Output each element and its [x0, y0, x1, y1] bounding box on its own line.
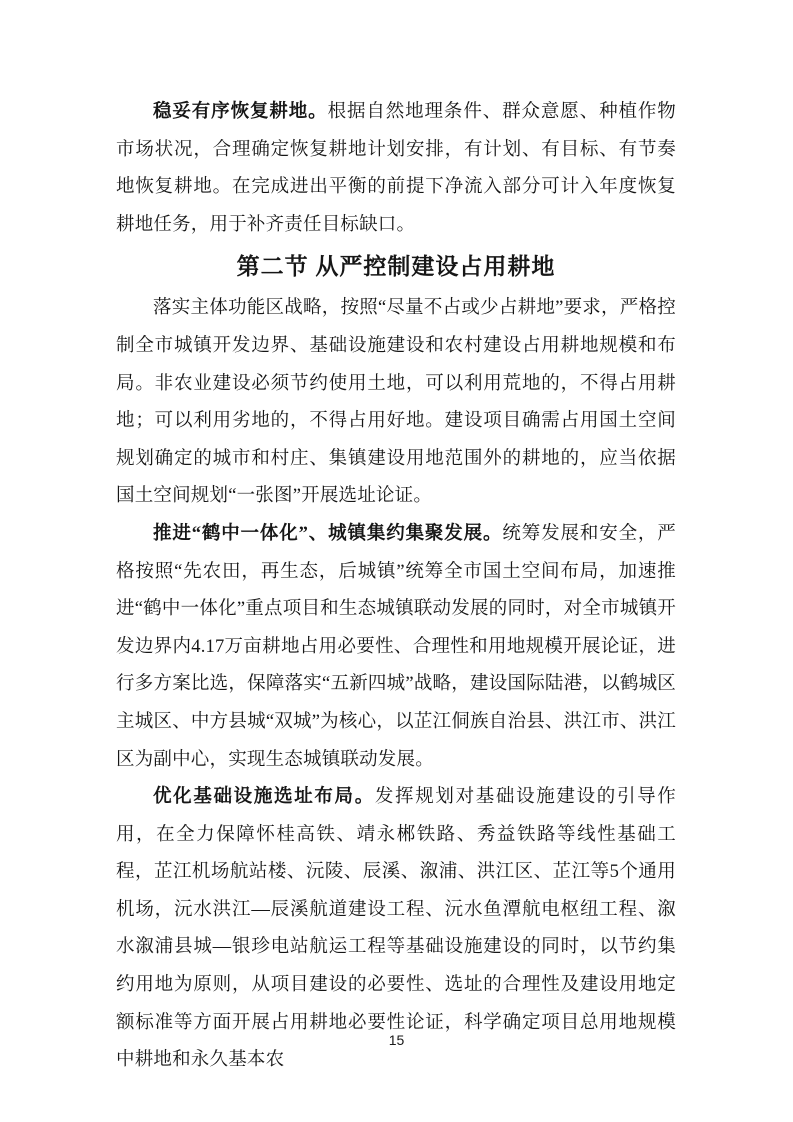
document-content	[116, 94, 676, 1080]
section-heading: 第二节 从严控制建设占用耕地	[236, 254, 556, 280]
paragraph-body: 统筹发展和安全，严格按照“先农田，再生态，后城镇”统筹全市国土空间布局，加速推进“鹤中一体化”重点项目和生态城镇联动发展的同时，对全市城镇开发边界内4.17万亩耕地占用必要性、合理性和用地规模开展论证，进行多方案比选，保障落实“五新四城”战略，建设国际陆港，以鹤城区主城区、中方县城“双城”为核心，以芷江侗族自治县、洪江市、洪江区为副中心，实现生态城镇联动发展。	[116, 523, 676, 770]
paragraph-body: 落实主体功能区战略，按照“尽量不占或少占耕地”要求，严格控制全市城镇开发边界、基础设施建设和农村建设占用耕地规模和布局。非农业建设必须节约使用土地，可以利用荒地的，不得占用耕地；可以利用劣地的，不得占用好地。建设项目确需占用国土空间规划确定的城市和村庄、集镇建设用地范围外的耕地的，应当依据国土空间规划“一张图”开展选址论证。	[116, 298, 676, 507]
paragraph-recover-farmland	[116, 94, 676, 244]
paragraph-hezhong-integration	[116, 516, 676, 779]
paragraph-body: 发挥规划对基础设施建设的引导作用，在全力保障怀桂高铁、靖永郴铁路、秀益铁路等线性基础工程，芷江机场航站楼、沅陵、辰溪、溆浦、洪江区、芷江等5个通用机场，沅水洪江—辰溪航道建设工程、沅水鱼潭航电枢纽工程、溆水溆浦县城—银珍电站航运工程等基础设施建设的同时，以节约集约用地为原则，从项目建设的必要性、选址的合理性及建设用地定额标准等方面开展占用耕地必要性论证，科学确定项目总用地规模中耕地和永久基本农	[116, 787, 676, 1071]
page-number: 15	[388, 1032, 405, 1048]
paragraph-lead: 推进“鹤中一体化”、城镇集约集聚发展。	[153, 523, 503, 544]
paragraph-body: 根据自然地理条件、群众意愿、种植作物市场状况，合理确定恢复耕地计划安排，有计划、有目标、有节奏地恢复耕地。在完成进出平衡的前提下净流入部分可计入年度恢复耕地任务，用于补齐责任目标缺口。	[116, 102, 676, 235]
paragraph-main-function-zone	[116, 290, 676, 516]
paragraph-lead: 优化基础设施选址布局。	[153, 787, 375, 808]
paragraph-lead: 稳妥有序恢复耕地。	[153, 102, 328, 122]
